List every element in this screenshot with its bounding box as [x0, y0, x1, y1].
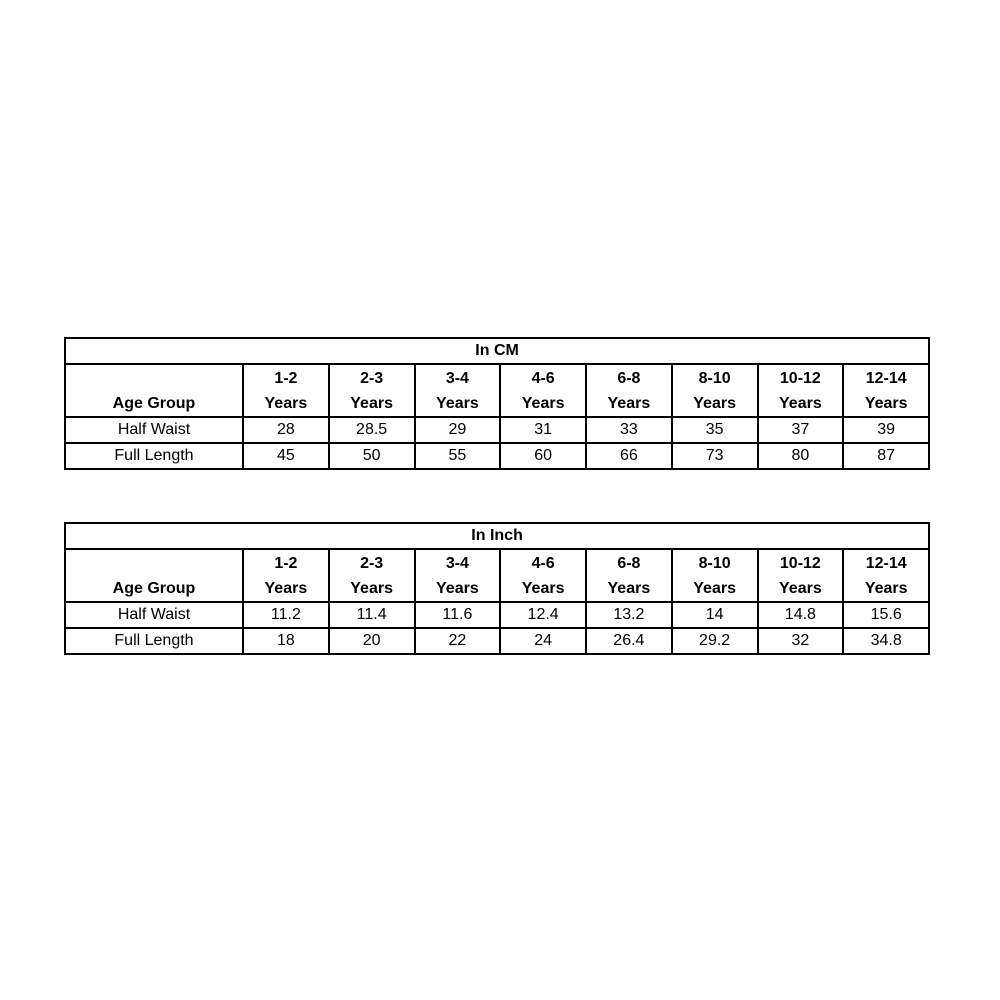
table-cell: 14: [672, 602, 758, 628]
table-cell: 29.2: [672, 628, 758, 654]
table-cell: 50: [329, 443, 415, 469]
age-unit: Years: [264, 579, 308, 597]
age-column-header: [415, 364, 501, 417]
age-column-header: [758, 364, 844, 417]
table-header-row: [65, 364, 929, 417]
age-column-header: [843, 364, 929, 417]
age-column-header: [243, 549, 329, 602]
table-row: [65, 628, 929, 654]
table-cell: 73: [672, 443, 758, 469]
age-range: 3-4: [445, 554, 469, 572]
age-unit: Years: [779, 394, 822, 412]
table-cell: 13.2: [586, 602, 672, 628]
age-unit: Years: [436, 579, 479, 597]
table-cell: 22: [415, 628, 501, 654]
age-unit: Years: [521, 394, 565, 412]
age-unit: Years: [864, 394, 908, 412]
age-range: 2-3: [360, 369, 384, 387]
age-column-header: [586, 364, 672, 417]
age-column-header: [243, 364, 329, 417]
age-group-header: Age Group: [65, 364, 243, 417]
age-range: 4-6: [531, 554, 555, 572]
size-table-inch: [64, 522, 930, 655]
age-column-header: [672, 364, 758, 417]
table-cell: 60: [500, 443, 586, 469]
table-header-row: [65, 549, 929, 602]
table-cell: 12.4: [500, 602, 586, 628]
age-unit: Years: [350, 394, 393, 412]
age-group-header: Age Group: [65, 549, 243, 602]
table-cell: 87: [843, 443, 929, 469]
table-cell: 32: [758, 628, 844, 654]
age-unit: Years: [521, 579, 565, 597]
table-title-row: [65, 523, 929, 549]
table-title-row: [65, 338, 929, 364]
age-range: 12-14: [865, 554, 907, 572]
table-cell: 24: [500, 628, 586, 654]
table-title: In Inch: [65, 523, 929, 549]
table-cell: 34.8: [843, 628, 929, 654]
age-unit: Years: [693, 394, 736, 412]
age-column-header: [758, 549, 844, 602]
table-cell: 66: [586, 443, 672, 469]
table-cell: 33: [586, 417, 672, 443]
age-column-header: [500, 549, 586, 602]
age-range: 8-10: [698, 369, 731, 387]
table-cell: 11.4: [329, 602, 415, 628]
age-range: 6-8: [617, 369, 641, 387]
table-cell: 45: [243, 443, 329, 469]
age-unit: Years: [779, 579, 822, 597]
age-column-header: [672, 549, 758, 602]
table-cell: 80: [758, 443, 844, 469]
row-label: Half Waist: [65, 602, 243, 628]
age-column-header: [329, 549, 415, 602]
table-cell: 11.2: [243, 602, 329, 628]
age-column-header: [415, 549, 501, 602]
age-range: 12-14: [865, 369, 907, 387]
table-cell: 37: [758, 417, 844, 443]
table-title: In CM: [65, 338, 929, 364]
table-cell: 29: [415, 417, 501, 443]
age-column-header: [329, 364, 415, 417]
table-cell: 14.8: [758, 602, 844, 628]
size-table-cm: [64, 337, 930, 470]
table-cell: 31: [500, 417, 586, 443]
table-cell: 18: [243, 628, 329, 654]
row-label: Full Length: [65, 443, 243, 469]
age-unit: Years: [350, 579, 393, 597]
age-column-header: [586, 549, 672, 602]
age-unit: Years: [436, 394, 479, 412]
table-cell: 28.5: [329, 417, 415, 443]
age-range: 1-2: [274, 369, 298, 387]
age-range: 1-2: [274, 554, 298, 572]
table-row: [65, 443, 929, 469]
table-cell: 26.4: [586, 628, 672, 654]
table-cell: 35: [672, 417, 758, 443]
table-cell: 11.6: [415, 602, 501, 628]
table-row: [65, 417, 929, 443]
age-range: 10-12: [779, 554, 821, 572]
age-column-header: [843, 549, 929, 602]
age-range: 4-6: [531, 369, 555, 387]
row-label: Full Length: [65, 628, 243, 654]
age-column-header: [500, 364, 586, 417]
age-range: 8-10: [698, 554, 731, 572]
age-unit: Years: [607, 579, 651, 597]
table-cell: 55: [415, 443, 501, 469]
table-row: [65, 602, 929, 628]
table-cell: 39: [843, 417, 929, 443]
age-range: 10-12: [779, 369, 821, 387]
table-cell: 20: [329, 628, 415, 654]
age-range: 3-4: [445, 369, 469, 387]
age-unit: Years: [264, 394, 308, 412]
age-unit: Years: [693, 579, 736, 597]
table-cell: 28: [243, 417, 329, 443]
age-unit: Years: [864, 579, 908, 597]
table-cell: 15.6: [843, 602, 929, 628]
age-range: 6-8: [617, 554, 641, 572]
age-unit: Years: [607, 394, 651, 412]
age-range: 2-3: [360, 554, 384, 572]
row-label: Half Waist: [65, 417, 243, 443]
